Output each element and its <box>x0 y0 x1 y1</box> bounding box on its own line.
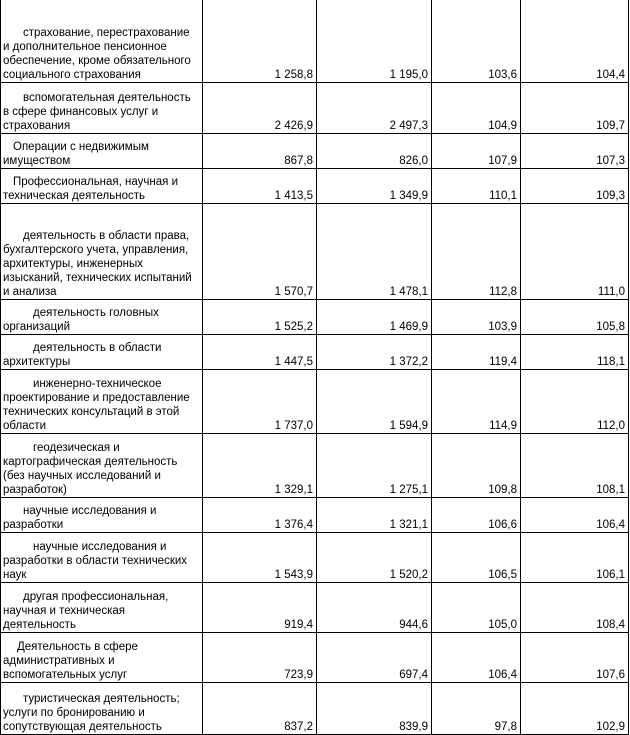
cell-v1: 1 543,9 <box>203 533 317 583</box>
cell-v4: 112,0 <box>521 370 629 434</box>
row-label: деятельность головных организаций <box>1 300 203 335</box>
table-row <box>1 335 629 370</box>
cell-v1: 1 525,2 <box>203 300 317 335</box>
cell-v3: 106,5 <box>432 533 521 583</box>
table-row <box>1 633 629 683</box>
cell-v2: 1 321,1 <box>317 498 432 533</box>
row-label: Деятельность в сфере административных и вспомогательных услуг <box>1 633 203 683</box>
table-row <box>1 434 629 498</box>
cell-v2: 1 478,1 <box>317 204 432 300</box>
cell-v2: 1 349,9 <box>317 169 432 204</box>
cell-v1: 1 258,8 <box>203 0 317 83</box>
cell-v2: 1 594,9 <box>317 370 432 434</box>
cell-v3: 109,8 <box>432 434 521 498</box>
cell-v4: 105,8 <box>521 300 629 335</box>
cell-v3: 107,9 <box>432 134 521 169</box>
table-row <box>1 83 629 134</box>
cell-v1: 867,8 <box>203 134 317 169</box>
cell-v2: 839,9 <box>317 683 432 735</box>
row-label: геодезическая и картографическая деятельность (без научных исследований и разработок) <box>1 434 203 498</box>
cell-v3: 106,6 <box>432 498 521 533</box>
row-label: Операции с недвижимым имуществом <box>1 134 203 169</box>
cell-v1: 919,4 <box>203 583 317 633</box>
cell-v2: 944,6 <box>317 583 432 633</box>
table-row <box>1 533 629 583</box>
cell-v4: 104,4 <box>521 0 629 83</box>
row-label: другая профессиональная, научная и техническая деятельность <box>1 583 203 633</box>
row-label: деятельность в области архитектуры <box>1 335 203 370</box>
cell-v2: 2 497,3 <box>317 83 432 134</box>
table-row <box>1 134 629 169</box>
row-label: научные исследования и разработки <box>1 498 203 533</box>
cell-v1: 1 413,5 <box>203 169 317 204</box>
cell-v4: 102,9 <box>521 683 629 735</box>
cell-v3: 97,8 <box>432 683 521 735</box>
cell-v4: 107,6 <box>521 633 629 683</box>
table-row <box>1 583 629 633</box>
cell-v2: 1 469,9 <box>317 300 432 335</box>
cell-v1: 2 426,9 <box>203 83 317 134</box>
row-label: Профессиональная, научная и техническая деятельность <box>1 169 203 204</box>
cell-v4: 106,1 <box>521 533 629 583</box>
row-label: туристическая деятельность; услуги по бронированию и сопутствующая деятельность <box>1 683 203 735</box>
cell-v4: 109,3 <box>521 169 629 204</box>
cell-v3: 104,9 <box>432 83 521 134</box>
cell-v1: 1 570,7 <box>203 204 317 300</box>
table-row <box>1 300 629 335</box>
cell-v1: 1 376,4 <box>203 498 317 533</box>
cell-v1: 723,9 <box>203 633 317 683</box>
cell-v2: 1 275,1 <box>317 434 432 498</box>
cell-v1: 837,2 <box>203 683 317 735</box>
cell-v3: 106,4 <box>432 633 521 683</box>
table-row <box>1 204 629 300</box>
cell-v1: 1 737,0 <box>203 370 317 434</box>
table-row <box>1 683 629 735</box>
cell-v4: 111,0 <box>521 204 629 300</box>
cell-v1: 1 447,5 <box>203 335 317 370</box>
cell-v3: 110,1 <box>432 169 521 204</box>
cell-v4: 109,7 <box>521 83 629 134</box>
table-row <box>1 370 629 434</box>
row-label: страхование, перестрахование и дополнительное пенсионное обеспечение, кроме обязательного социального страхования <box>1 0 203 83</box>
cell-v4: 108,1 <box>521 434 629 498</box>
cell-v2: 1 372,2 <box>317 335 432 370</box>
cell-v3: 119,4 <box>432 335 521 370</box>
cell-v2: 826,0 <box>317 134 432 169</box>
row-label: вспомогательная деятельность в сфере финансовых услуг и страхования <box>1 83 203 134</box>
cell-v2: 1 195,0 <box>317 0 432 83</box>
cell-v3: 112,8 <box>432 204 521 300</box>
cell-v3: 103,9 <box>432 300 521 335</box>
cell-v3: 103,6 <box>432 0 521 83</box>
row-label: деятельность в области права, бухгалтерского учета, управления, архитектуры, инженерных изысканий, технических испытаний и анализа <box>1 204 203 300</box>
cell-v2: 1 520,2 <box>317 533 432 583</box>
row-label: инженерно-техническое проектирование и предоставление технических консультаций в этой области <box>1 370 203 434</box>
table-row <box>1 498 629 533</box>
table-row <box>1 0 629 83</box>
cell-v2: 697,4 <box>317 633 432 683</box>
table-row <box>1 169 629 204</box>
cell-v4: 107,3 <box>521 134 629 169</box>
cell-v3: 114,9 <box>432 370 521 434</box>
cell-v4: 118,1 <box>521 335 629 370</box>
cell-v4: 106,4 <box>521 498 629 533</box>
cell-v4: 108,4 <box>521 583 629 633</box>
cell-v1: 1 329,1 <box>203 434 317 498</box>
cell-v3: 105,0 <box>432 583 521 633</box>
row-label: научные исследования и разработки в области технических наук <box>1 533 203 583</box>
